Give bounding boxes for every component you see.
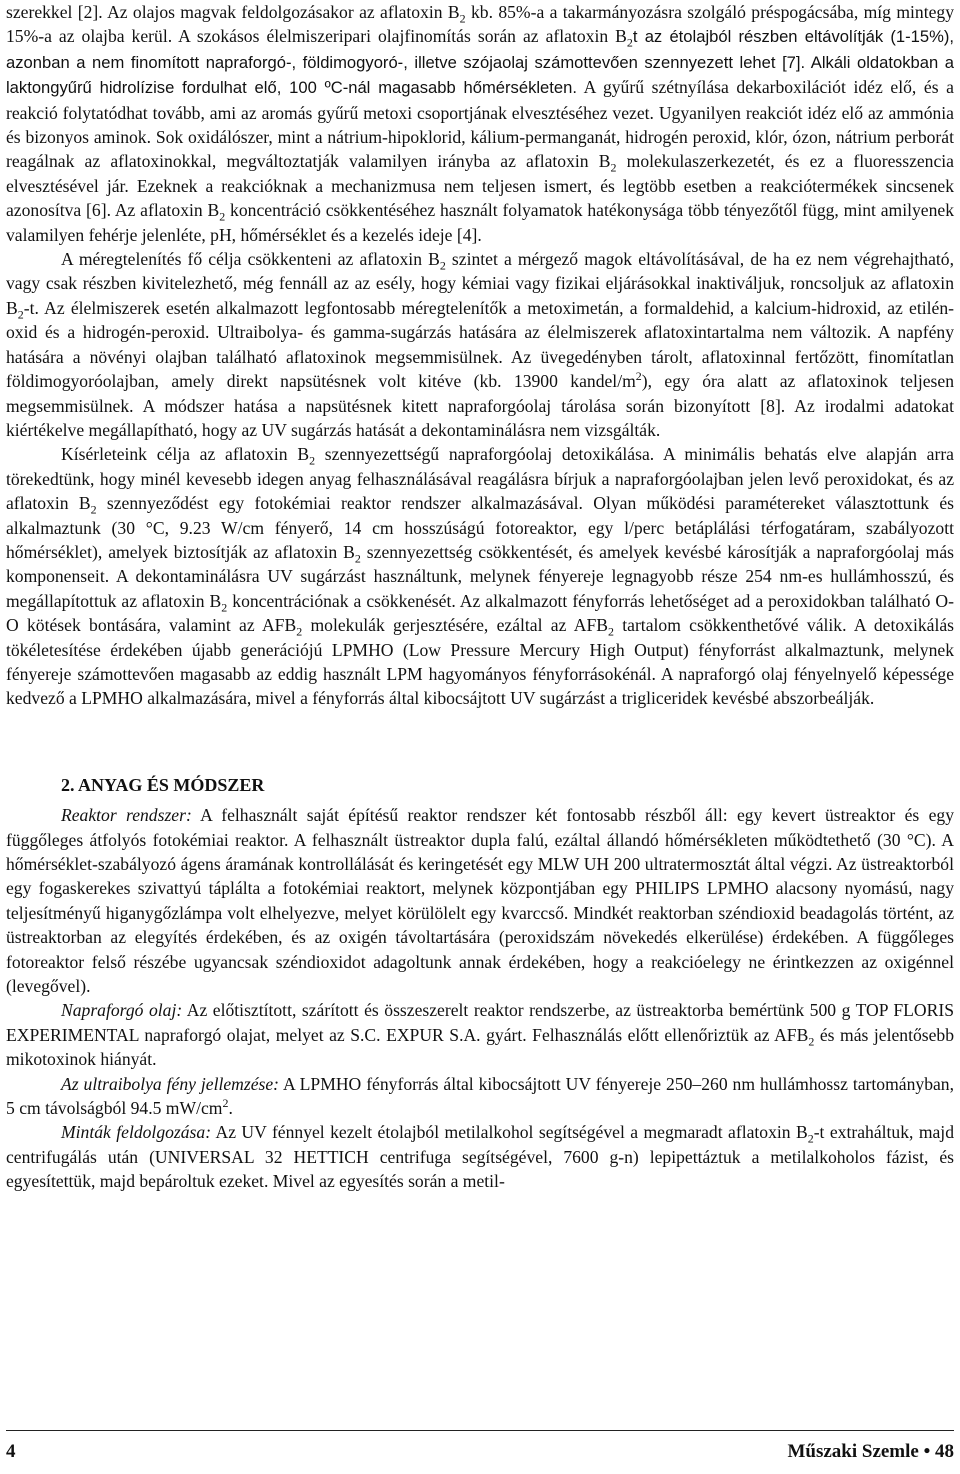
text-run: koncentráció csökkentéséhez használt folyamatok hatékonysága több tényezőtől függ, mint amilyenek valamilyen fehérje jelenléte, pH, hőmérséklet és a kezelés ideje [4]. <box>6 200 954 245</box>
paragraph-aflatoxin-processing <box>6 0 954 247</box>
run-in-heading: Napraforgó olaj: <box>61 1000 183 1021</box>
article-body <box>6 0 954 1194</box>
paragraph-sunflower-oil <box>6 998 954 1071</box>
text-run: -t. Az élelmiszerek esetén alkalmazott legfontosabb méregtelenítők a metoximetán, a formaldehid, a kalcium-hidroxid, az etilén-oxid és a hidrogén-peroxid. Ultraibolya- és gamma-sugárzás hatására az élelmiszerek aflatoxintartalma nem változik. A napfény hatására a növényi olajban található aflatoxinok megsemmisülnek. Az üvegedényben tárolt, aflatoxinnal fertőzött, finomítatlan földimogyoróolajban, amely direkt napsütésnek volt kitéve (kb. 13900 kandel/m <box>6 297 954 392</box>
subscript: 2 <box>17 307 24 322</box>
text-run: koncentrációnak a csökkenését. Az alkalmazott fényforrás lehetőséget ad a peroxidokban található O-O kötések bontására, valamint az AFB <box>6 590 954 636</box>
subscript: 2 <box>459 11 466 26</box>
subscript: 2 <box>439 258 446 273</box>
text-run: molekulaszerkezetét, és ez a fluoresszencia elvesztésével jár. Ezeknek a reakcióknak a mechanizmusa nem teljesen ismert, és legtöbb esetben a reakciótermékek sincsenek azonosítva [6]. Az aflatoxin B <box>6 151 954 221</box>
text-run: szennyeződést egy fotokémiai reaktor rendszer alkalmazásával. Olyan működési paramétereket választottunk és alkalmaztunk (30 °C, 9.23 W/cm fényerő, 14 cm hosszúságú fotoreaktor, egy l/perc betáplálási térfogatáram, szabályozott hőmérséklet), amelyek biztosítják az aflatoxin B <box>6 493 955 562</box>
subscript: 2 <box>221 600 228 615</box>
text-run: tartalom csökkenthetővé válik. A detoxikálás tökéletesítése érdekében újabb generációjú LPMHO (Low Pressure Mercury High Output) fényforrást alkalmaztunk, melynek fényereje számottevően magasabb az eddig használt LPM hagyományos fényforrásokénál. A napraforgó olaj fényelnyelő képessége kedvező a LPMHO alkalmazására, mivel a fényforrás által kibocsájtott UV sugárzást a trigliceridek kevésbé abszorbeálják. <box>6 615 954 709</box>
paragraph-experiment-aim <box>6 442 954 710</box>
subscript: 2 <box>219 209 226 224</box>
text-run: -t extraháltuk, majd centrifugálás után (UNIVERSAL 32 HETTICH centrifuga segítségével, 7600 g-n) lepipettáztuk a metilalkoholos fázist, és egyesítettük, majd bepároltuk ezeket. Mivel az egyesítés során a metil- <box>6 1122 954 1192</box>
journal-name: Műszaki Szemle • 48 <box>787 1441 954 1462</box>
text-run: szennyezettségű napraforgóolaj detoxikálása. A minimális behatás elve alapján arra törekedtünk, hogy minél kevesebb idegen anyag felhasználásával reagálásra bírjuk a napraforgóolajban jelen levő peroxidokat, és az aflatoxin B <box>6 444 954 514</box>
superscript: 2 <box>635 369 642 384</box>
run-in-heading: Minták feldolgozása: <box>61 1122 212 1143</box>
text-run: A felhasznált saját építésű reaktor rendszer két fontosabb részből áll: egy kevert üstreaktor és egy függőleges átfolyós fotokémiai reaktor. A felhasznált üstreaktor dupla falú, ezáltal állandó hőmérsékleten működtethető (30 °C). A hőmérséklet-szabályozó ágens áramának kontrollálását és keringetését egy MLW UH 200 ultratermosztát által végzi. Az üstreaktorból egy fogaskerekes szivattyú táplálta a fotokémiai reaktort, melynek központjában egy PHILIPS LPMHO alacsony nyomású, nagy teljesítményű higanygőzlámpa volt elhelyezve, melyet körülölelt egy kvarccső. Mindkét reaktorban széndioxid beadagolás történt, az üstreaktorban az elegyítés érdekében, és az oxigén távoltartására (peroxidszám növekedés elkerülése) érdekében. A függőleges fotoreaktor felső részébe ugyancsak széndioxidot adagoltunk annak érdekében, hogy a reakcióelegy ne érintkezzen az oxigénnel (levegővel). <box>6 805 954 997</box>
paragraph-reactor-system <box>6 803 954 998</box>
paragraph-detoxification <box>6 247 954 442</box>
text-run: szerekkel [2]. Az olajos magvak feldolgozásakor az aflatoxin B <box>6 2 460 22</box>
page-number: 4 <box>6 1441 16 1462</box>
text-run: szennyezettség csökkentését, és amelyek kevésbé károsítják a napraforgóolaj más komponenseit. A dekontaminálásra UV sugárzást használtunk, melynek fényereje legnagyobb része 254 nm-es hullámhosszú, és megállapítottuk az aflatoxin B <box>6 541 954 611</box>
text-run: ), egy óra alatt az aflatoxinok teljesen megsemmisülnek. A módszer hatása a napsütésnek kitett napraforgóolaj tárolása során bizonyított [8]. Az irodalmi adatokat kiértékelve megállapítható, hogy az UV sugárzás hatását a dekontaminálásra nem vizsgálták. <box>6 371 954 440</box>
subscript: 2 <box>354 551 361 566</box>
subscript: 2 <box>807 1131 814 1146</box>
subscript: 2 <box>90 502 97 517</box>
subscript: 2 <box>626 35 633 50</box>
text-run: Az UV fénnyel kezelt étolajból metilalkohol segítségével a megmaradt aflatoxin B <box>211 1122 808 1143</box>
text-run: A gyűrű szétnyílása dekarboxilációt idéz elő, és a reakció folytatódhat tovább, ami az aromás gyűrű metoxi csoportjának elvesztéséhez vezet. Ugyanilyen reakciót idéz elő az ammónia és bizonyos aminok. Sok oxidálószer, mint a nátrium-hipoklorid, kálium-permanganát, hidrogén peroxid, klór, ózon, nátrium perborát reagálnak az aflatoxinokkal, megváltoztatják valamilyen irányba az aflatoxin B <box>6 77 954 172</box>
text-run: és más jelentősebb mikotoxinok hiányát. <box>6 1024 954 1070</box>
text-run: A méregtelenítés fő célja csökkenteni az aflatoxin B <box>61 249 440 270</box>
run-in-heading: Az ultraibolya fény jellemzése: <box>61 1073 280 1094</box>
subscript: 2 <box>610 160 617 175</box>
text-run: molekulák gerjesztésére, ezáltal az AFB <box>302 615 608 636</box>
section-heading: 2. ANYAG ÉS MÓDSZER <box>61 774 265 795</box>
text-run: kb. 85%-a a takarmányozásra szolgáló préspogácsába, míg mintegy 15%-a az olajba kerül. A szokásos élelmiszeripari olajfinomítás során az aflatoxin B <box>6 2 954 47</box>
paragraph-uv-light <box>6 1072 954 1121</box>
text-run: Kísérleteink célja az aflatoxin B <box>61 444 310 465</box>
text-run: . <box>228 1098 233 1119</box>
text-run: Az előtisztított, szárított és összeszerelt reaktor rendszerbe, az üstreaktorba bemértünk 500 g TOP FLORIS EXPERIMENTAL napraforgó olajat, melyet az S.C. EXPUR S.A. gyárt. Felhasználás előtt ellenőriztük az AFB <box>6 1000 954 1045</box>
text-run: A LPMHO fényforrás által kibocsájtott UV fényereje 250–260 nm hullámhossz tartományban, 5 cm távolságból 94.5 mW/cm <box>6 1073 954 1119</box>
footer-divider <box>6 1430 954 1431</box>
run-in-heading: Reaktor rendszer: <box>61 805 192 826</box>
text-run: t az étolajból részben eltávolítják (1-15%), azonban a nem finomított napraforgó-, földimogyoró-, illetve szójaolaj számottevően szennyezett lehet [7]. Alkáli oldatokban a laktongyűrű hidrolízise fordulhat elő, 100 ºC-nál magasabb hőmérsékleten. <box>6 27 955 98</box>
paragraph-sample-processing <box>6 1120 954 1193</box>
superscript: 2 <box>222 1096 229 1111</box>
subscript: 2 <box>296 624 303 639</box>
text-run: szintet a mérgező magok eltávolításával, de ha ez nem végrehajtható, vagy csak részben kivitelezhető, még fennáll az az esély, hogy kémiai vagy fizikai eljárásokkal inaktiváljuk, roncsoljuk az aflatoxin B <box>6 249 954 318</box>
subscript: 2 <box>808 1034 815 1049</box>
subscript: 2 <box>607 624 614 639</box>
subscript: 2 <box>309 453 316 468</box>
